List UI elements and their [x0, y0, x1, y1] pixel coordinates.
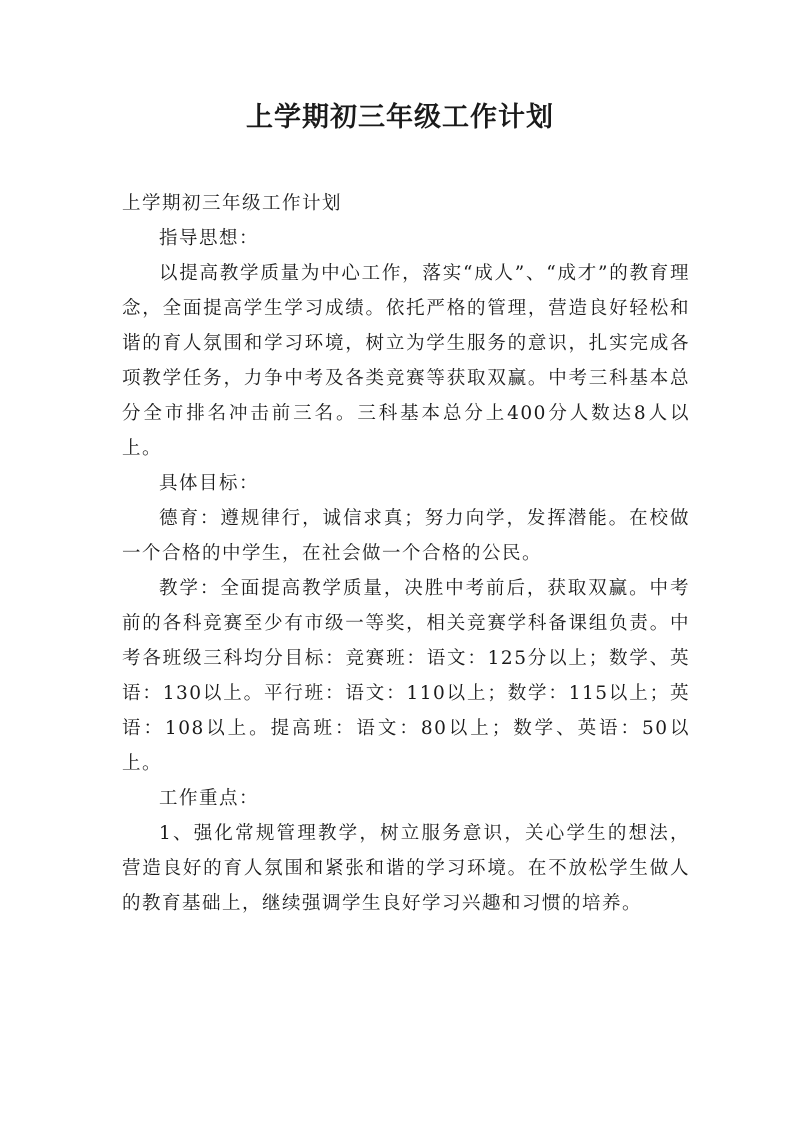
- document-title: 上学期初三年级工作计划: [246, 102, 554, 133]
- guiding-thought-heading: 指导思想：: [159, 228, 260, 249]
- work-focus-heading: 工作重点：: [159, 788, 260, 809]
- moral-education-goal-paragraph: 德育：遵规律行，诚信求真；努力向学，发挥潜能。在校做一个合格的中学生，在社会做一个合格的公民。: [122, 508, 690, 564]
- work-focus-item-1: 1、强化常规管理教学，树立服务意识，关心学生的想法，营造良好的育人氛围和紧张和谐的学习环境。在不放松学生做人的教育基础上，继续强调学生良好学习兴趣和习惯的培养。: [122, 823, 690, 914]
- specific-goals-heading: 具体目标：: [159, 473, 260, 494]
- guiding-thought-paragraph: 以提高教学质量为中心工作，落实“成人”、“成才”的教育理念，全面提高学生学习成绩。依托严格的管理，营造良好轻松和谐的育人氛围和学习环境，树立为学生服务的意识，扎实完成各项教学任务，力争中考及各类竞赛等获取双赢。中考三科基本总分全市排名冲击前三名。三科基本总分上400分人数达8人以上。: [122, 263, 690, 459]
- document-subtitle: 上学期初三年级工作计划: [122, 193, 343, 214]
- document-body: [122, 186, 690, 921]
- teaching-goal-paragraph: 教学：全面提高教学质量，决胜中考前后，获取双赢。中考前的各科竞赛至少有市级一等奖，相关竞赛学科备课组负责。中考各班级三科均分目标：竞赛班：语文：125分以上；数学、英语：130以上。平行班：语文：110以上；数学：115以上；英语：108以上。提高班：语文：80以上；数学、英语：50以上。: [122, 578, 690, 774]
